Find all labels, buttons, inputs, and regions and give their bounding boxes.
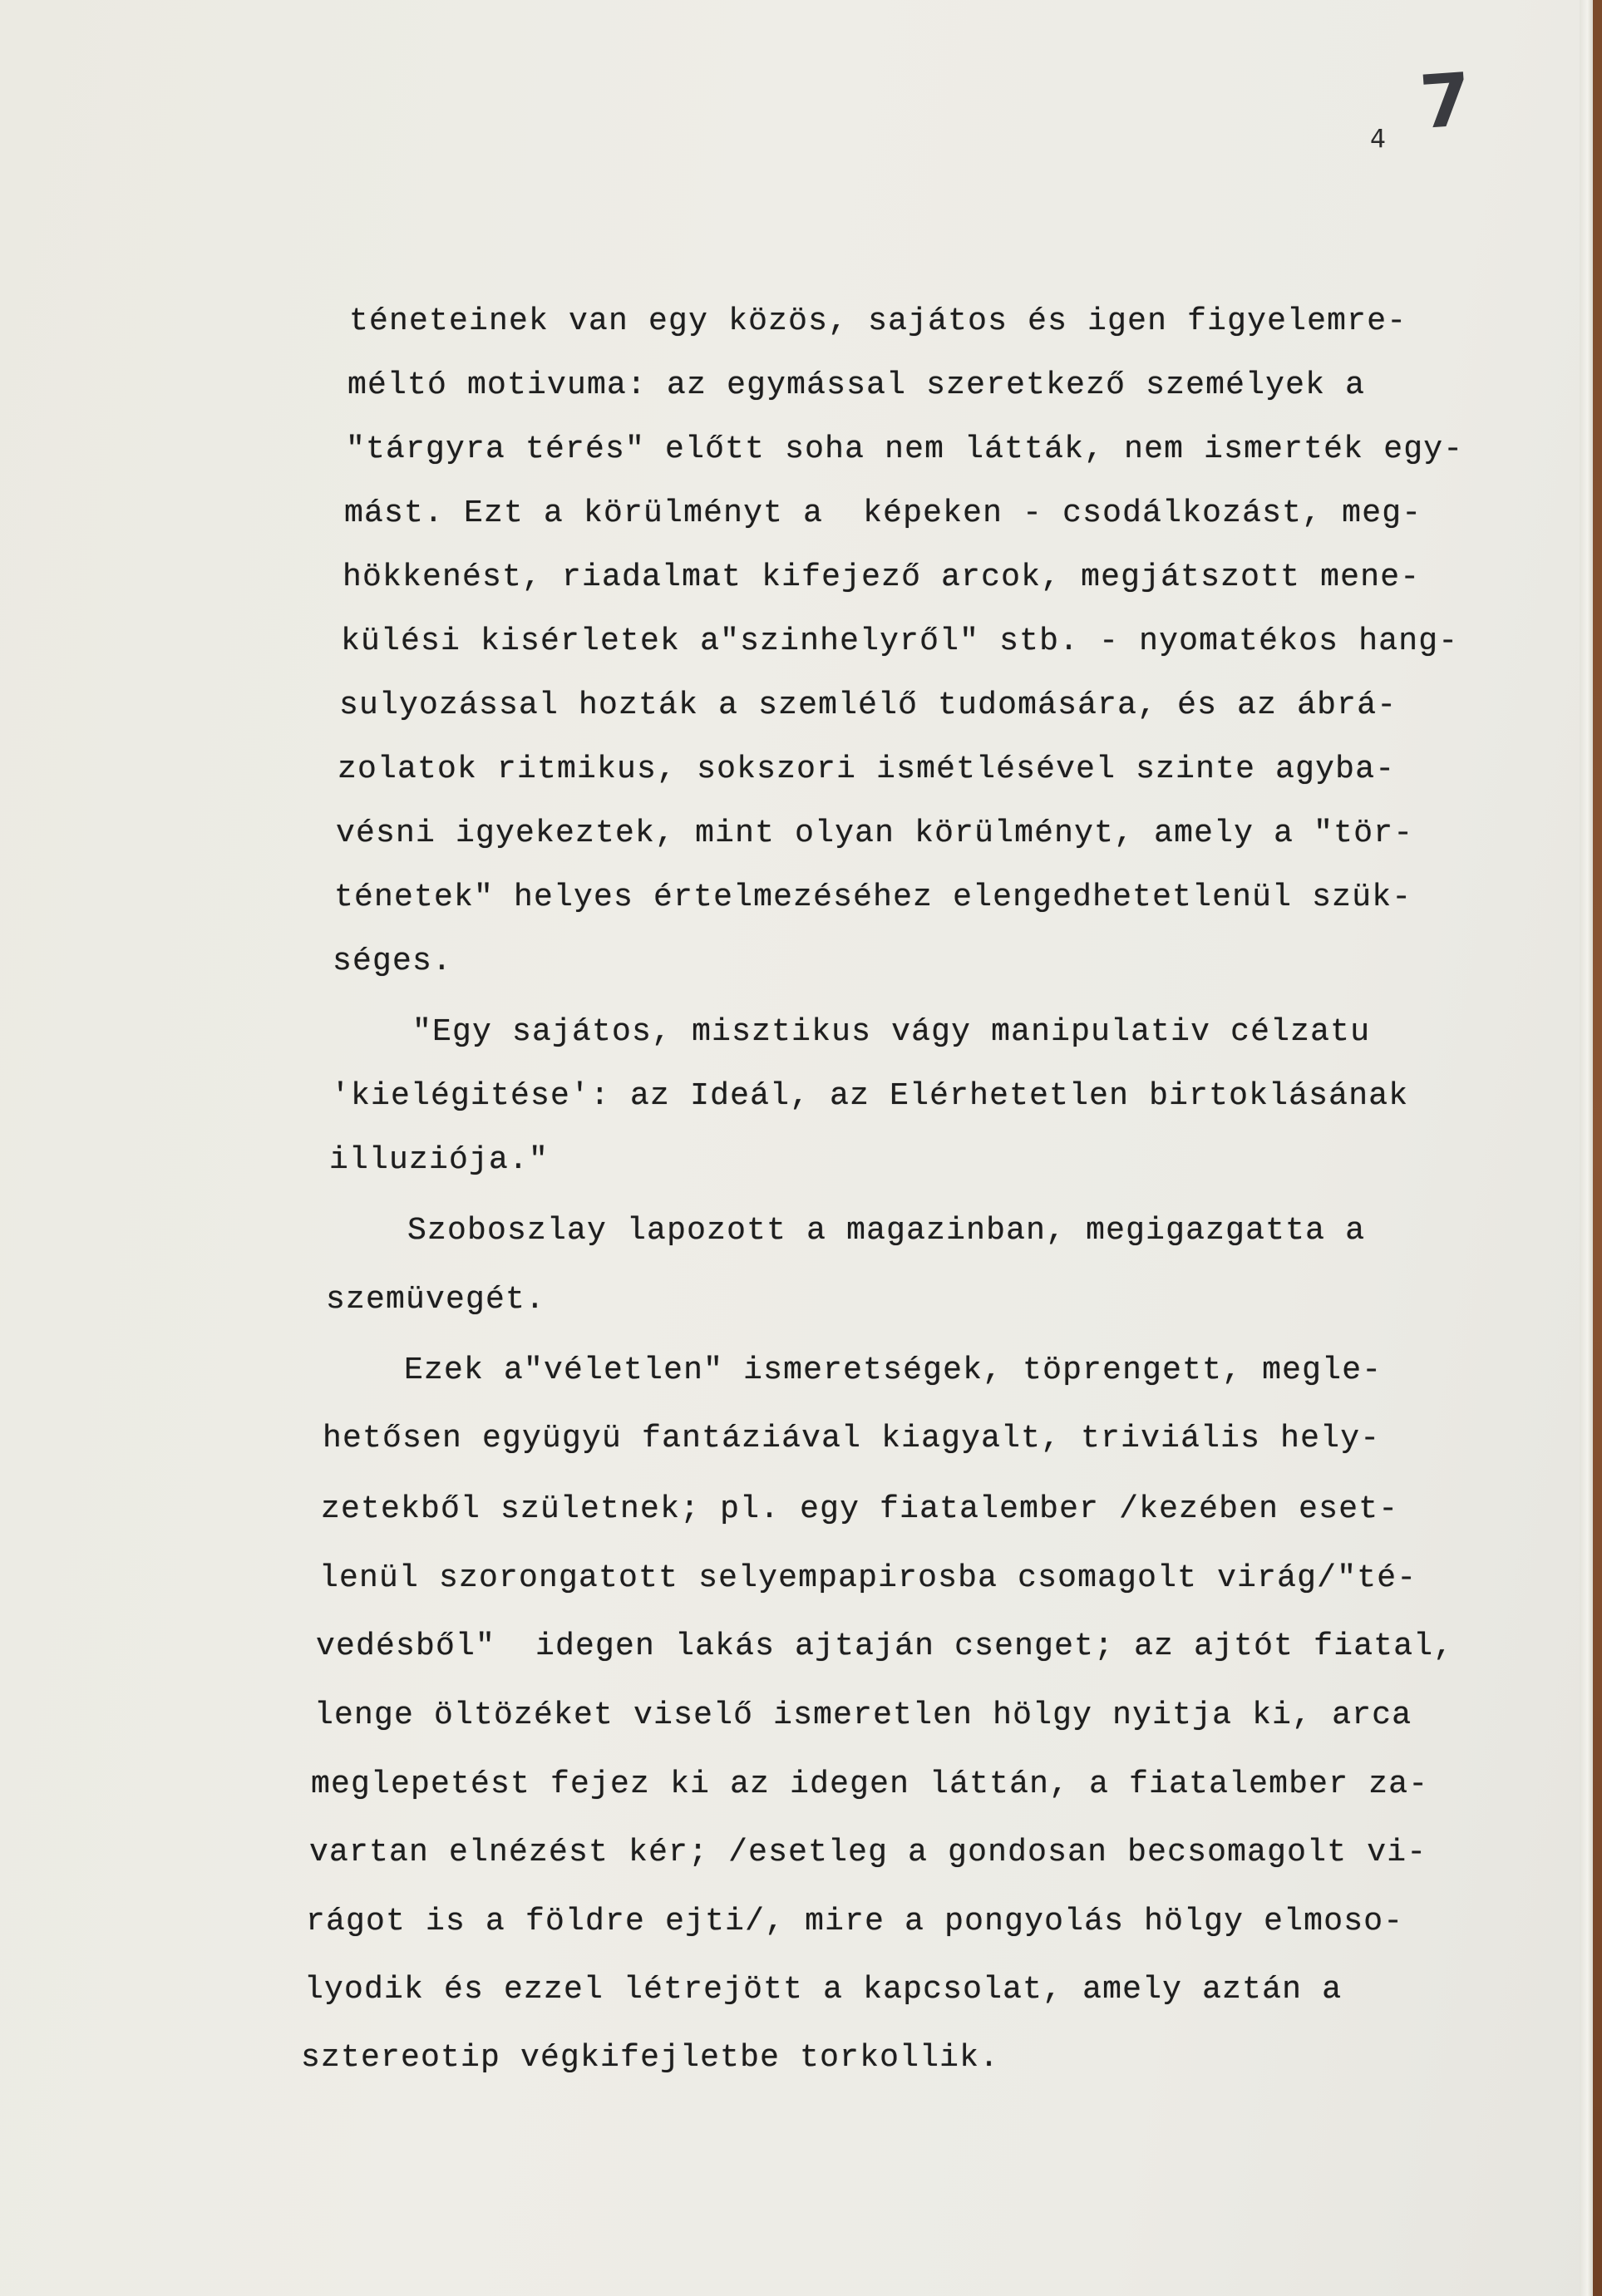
text-line: lenge öltözéket viselő ismeretlen hölgy nyitja ki, arca: [314, 1697, 1412, 1733]
text-line: ténetek" helyes értelmezéséhez elengedhetetlenül szük-: [334, 879, 1412, 915]
text-line: Ezek a"véletlen" ismeretségek, töprengett, megle-: [324, 1352, 1383, 1388]
text-line: "Egy sajátos, misztikus vágy manipulativ célzatu: [333, 1014, 1371, 1050]
page-edge: [1580, 0, 1593, 2296]
text-line: zolatok ritmikus, sokszori ismétlésével szinte agyba-: [338, 751, 1396, 787]
text-line: hetősen együgyü fantáziával kiagyalt, triviális hely-: [323, 1421, 1381, 1456]
text-line: szemüvegét.: [326, 1282, 546, 1318]
text-line: sulyozással hozták a szemlélő tudomására, és az ábrá-: [339, 687, 1397, 723]
text-line: séges.: [333, 944, 453, 979]
text-line: külési kisérletek a"szinhelyről" stb. - nyomatékos hang-: [341, 623, 1459, 659]
text-line: "tárgyra térés" előtt soha nem látták, nem ismerték egy-: [346, 431, 1464, 467]
text-line: téneteinek van egy közös, sajátos és igen figyelemre-: [349, 303, 1407, 339]
text-line: Szoboszlay lapozott a magazinban, megigazgatta a: [328, 1213, 1366, 1249]
text-line: meglepetést fejez ki az idegen láttán, a fiatalember za-: [311, 1766, 1429, 1802]
text-line: illuziója.": [329, 1142, 550, 1178]
text-line: rágot is a földre ejti/, mire a pongyolás hölgy elmoso-: [306, 1904, 1404, 1939]
text-line: hökkenést, riadalmat kifejező arcok, megjátszott mene-: [343, 559, 1421, 595]
text-line: 'kielégitése': az Ideál, az Elérhetetlen birtoklásának: [331, 1078, 1409, 1114]
text-line: vartan elnézést kér; /esetleg a gondosan becsomagolt vi-: [309, 1835, 1427, 1870]
text-line: vésni igyekeztek, mint olyan körülményt, amely a "tör-: [336, 815, 1414, 851]
text-line: vedésből" idegen lakás ajtaján csenget; az ajtót fiatal,: [316, 1628, 1454, 1664]
text-line: lyodik és ezzel létrejött a kapcsolat, amely aztán a: [304, 1972, 1343, 2008]
desk-surface: [1593, 0, 1602, 2296]
text-line: sztereotip végkifejletbe torkollik.: [301, 2040, 1000, 2076]
text-line: zetekből születnek; pl. egy fiatalember /kezében eset-: [321, 1491, 1399, 1527]
text-line: méltó motivuma: az egymással szeretkező személyek a: [348, 367, 1366, 403]
text-line: mást. Ezt a körülményt a képeken - csodálkozást, meg-: [344, 495, 1422, 531]
text-line: lenül szorongatott selyempapirosba csomagolt virág/"té-: [319, 1560, 1417, 1596]
typed-page-number: 4: [1370, 125, 1387, 154]
handwritten-folio-number: 7: [1417, 56, 1474, 146]
